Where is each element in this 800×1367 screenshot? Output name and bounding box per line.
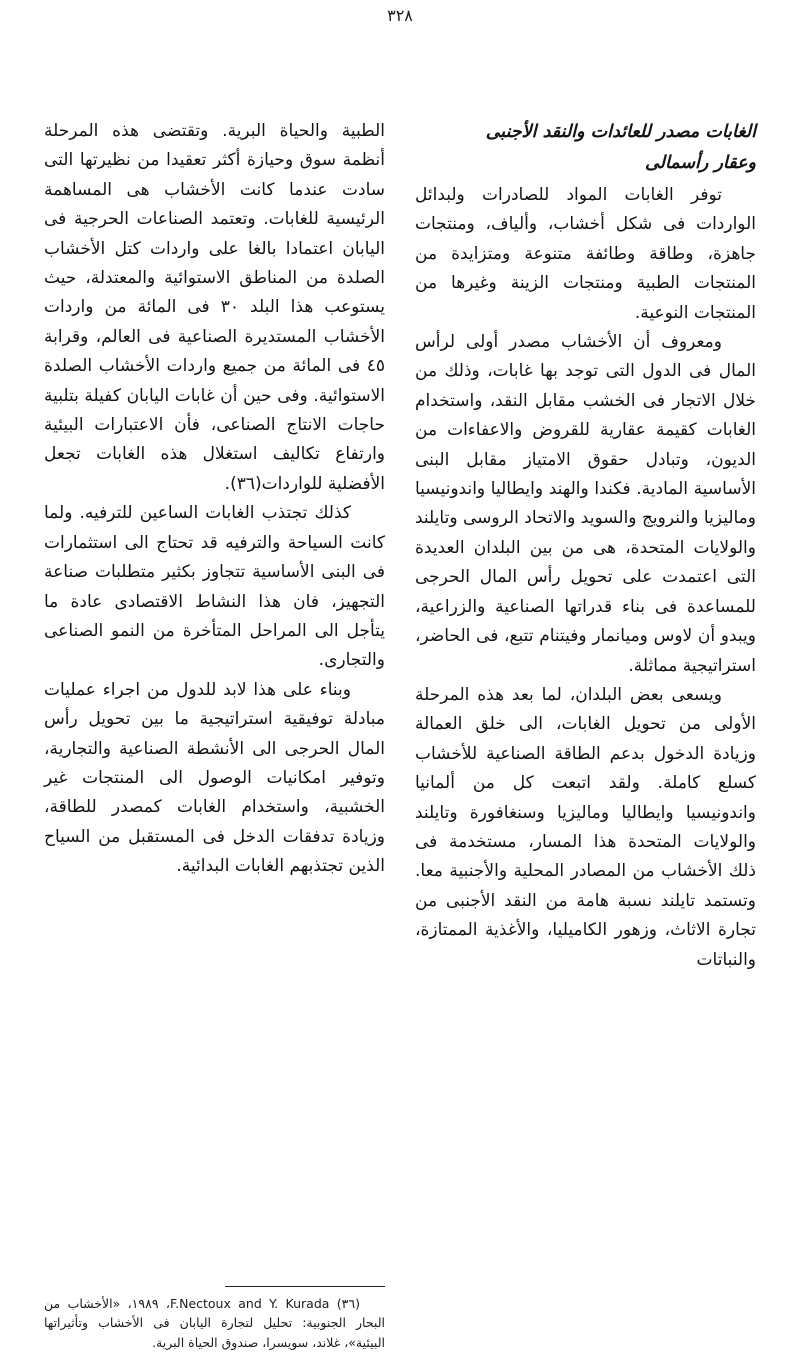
paragraph: ويسعى بعض البلدان، لما بعد هذه المرحلة الأولى من تحويل الغابات، الى خلق العمالة وزيادة الدخول بدعم الطاقة الصناعية للأخشاب كسلع كاملة. ولقد اتبعت كل من ألمانيا واندونيسيا وايطاليا وماليزيا وسنغافورة وتايلند والولايات المتحدة هذا المسار، مستخدمة فى ذلك الأخشاب من المصادر المحلية والأجنبية معا. وتستمد تايلند نسبة هامة من النقد الأجنبى من تجارة الاثاث، وزهور الكاميليا، والأغذية الممتازة، والنباتات: [415, 684, 756, 970]
paragraph: توفر الغابات المواد للصادرات ولبدائل الواردات فى شكل أخشاب، وألياف، ومنتجات جاهزة، وطاقة وطائفة متنوعة ومتزايدة من المنتجات الطبية ومنتجات الزينة وغيرها من المنتجات النوعية.: [415, 185, 756, 323]
two-column-text: [0, 117, 800, 1352]
footnote-separator-rule: [225, 1286, 385, 1287]
paragraph: ومعروف أن الأخشاب مصدر أولى لرأس المال فى الدول التى توجد بها غابات، وذلك من خلال الاتجار فى الخشب مقابل النقد، واستخدام الغابات كقيمة عقارية للقروض والاعفاءات من الديون، وتبادل حقوق الامتياز مقابل البنى الأساسية المادية. فكندا والهند وايطاليا واندونيسيا وماليزيا والنرويج والسويد والاتحاد الروسى وتايلند والولايات المتحدة، هى من بين البلدان العديدة التى اعتمدت على تحويل رأس المال الحرجى للمساعدة فى بناء قدراتها الصناعية والزراعية، ويبدو أن لاوس وميانمار وفيتنام تتبع، فى الحاضر، استراتيجية مماثلة.: [415, 332, 756, 676]
paragraph: وبناء على هذا لابد للدول من اجراء عمليات مبادلة توفيقية استراتيجية ما بين تحويل رأس المال الحرجى الى الأنشطة الصناعية والتجارية، وتوفير امكانيات الوصول الى المنتجات غير الخشبية، واستخدام الغابات كمصدر للطاقة، وزيادة تدفقات الدخل فى المستقبل من السياح الذين تجتذبهم الغابات البدائية.: [44, 679, 385, 877]
section-heading-line2: وعقار رأسمالى: [645, 153, 756, 173]
paragraph: كذلك تجتذب الغابات الساعين للترفيه. ولما كانت السياحة والترفيه قد تحتاج الى استثمارات فى البنى الأساسية تتجاوز بكثير متطلبات صناعة التجهيز، فان هذا النشاط الاقتصادى عادة ما يتأجل الى المراحل المتأخرة من النمو الصناعى والتجارى.: [44, 503, 385, 671]
right-column: [415, 117, 756, 1352]
page-number: ٣٢٨: [387, 6, 413, 25]
paragraph-continuation: الطبية والحياة البرية. وتقتضى هذه المرحلة أنظمة سوق وحيازة أكثر تعقيدا من نظيرتها التى سادت عندما كانت الأخشاب هى المساهمة الرئيسية للغابات. وتعتمد الصناعات الحرجية فى اليابان اعتمادا بالغا على واردات كتل الأخشاب الصلدة من المناطق الاستوائية والمعتدلة، حيث يستوعب هذا البلد ٣٠ فى المائة من واردات الأخشاب المستديرة الصناعية فى العالم، وقرابة ٤٥ فى المائة من جميع واردات الأخشاب الصلدة الاستوائية. وفى حين أن غابات اليابان كفيلة بتلبية حاجات الانتاج الصناعى، فأن الاعتبارات البيئية وارتفاع تكاليف استغلال هذه الغابات تجعل الأفضلية للواردات(٣٦).: [44, 121, 385, 494]
section-heading: [415, 117, 756, 179]
footnote-block: [44, 1282, 385, 1353]
section-heading-line1: الغابات مصدر للعائدات والنقد الأجنبى: [485, 122, 756, 142]
footnote-text: (٣٦) F.Nectoux and Y. Kurada، ١٩٨٩، «الأخشاب من البحار الجنوبية: تحليل لتجارة اليابان فى الأخشاب وتأثيراتها البيئية»، غلاند، سويسرا، صندوق الحياة البرية.: [44, 1295, 385, 1350]
left-column: [44, 117, 385, 1352]
